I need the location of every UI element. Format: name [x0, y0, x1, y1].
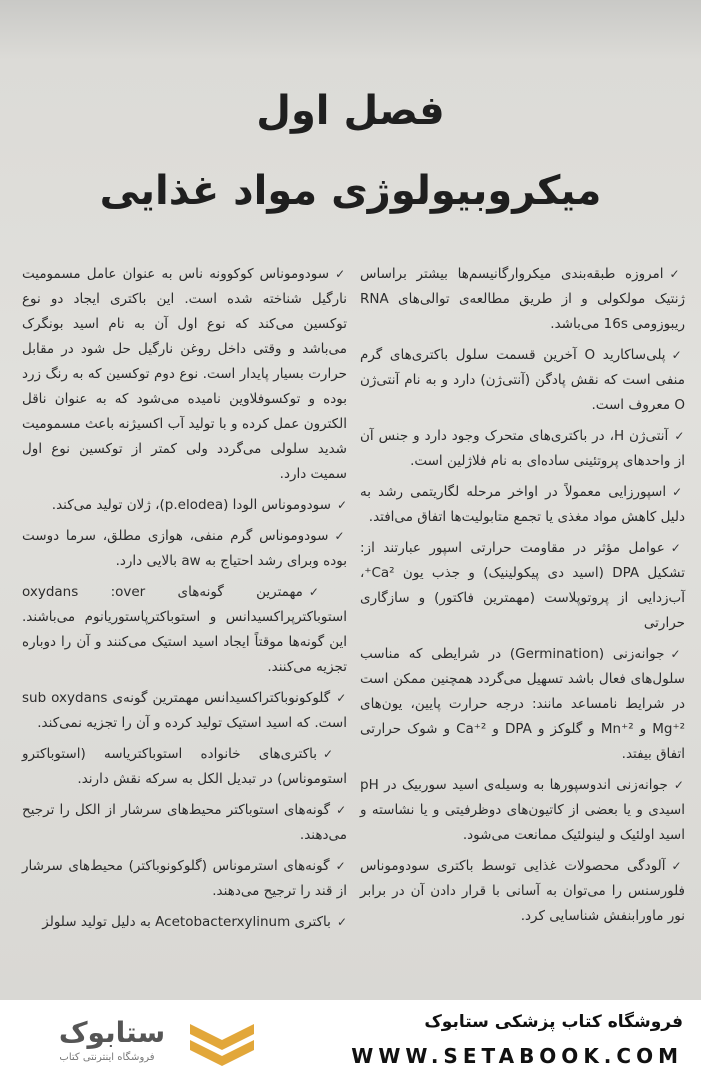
checkmark-icon: ✓: [336, 803, 347, 817]
checkmark-icon: ✓: [673, 778, 685, 792]
checkmark-icon: ✓: [672, 485, 685, 499]
logo-subtitle: فروشگاه اینترنتی کتاب: [59, 1052, 155, 1063]
checkmark-icon: ✓: [336, 498, 347, 512]
checkmark-icon: ✓: [334, 529, 347, 543]
logo-chevron-icon: [182, 1018, 262, 1068]
checkmark-icon: ✓: [336, 915, 347, 929]
list-item: ✓گلوکونوباکتراکسیدانس مهمترین گونه‌ی sub oxydans است. که اسید استیک تولید کرده و آن را تجزیه نمی‌کند.: [22, 690, 347, 731]
list-item: ✓جوانه‌زنی (Germination) در شرایطی که مناسب سلول‌های فعال باشد تسهیل می‌گردد همچنین ممکن است در شرایط نامساعد مانند: درجه حرارت پایین، یون‌های Mg⁺² و Mn⁺² و گلوکز و DPA و Ca⁺² و شوک حرارتی اتفاق بیفتد.: [360, 646, 686, 762]
list-item: ✓اسپورزایی معمولاً در اواخر مرحله لگاریتمی رشد به دلیل کاهش مواد مغذی یا تجمع متابولیت‌ها اتفاق می‌افتد.: [360, 484, 685, 525]
checkmark-icon: ✓: [335, 267, 347, 281]
list-item: ✓گونه‌های استرموناس (گلوکونوباکتر) محیط‌های سرشار از قند را ترجیح می‌دهند.: [22, 858, 347, 899]
checkmark-icon: ✓: [308, 585, 347, 599]
list-item: ✓سودوموناس گرم منفی، هوازی مطلق، سرما دوست بوده وبرای رشد احتیاج به aw بالایی دارد.: [22, 528, 347, 569]
checkmark-icon: ✓: [674, 429, 685, 443]
checkmark-icon: ✓: [669, 267, 685, 281]
list-item: ✓آلودگی محصولات غذایی توسط باکتری سودوموناس فلورسنس را می‌توان به آسانی با قرار دادن آن در برابر نور ماورابنفش شناسایی کرد.: [360, 858, 685, 924]
list-item: ✓سودوموناس الودا (p.elodea)، ژلان تولید می‌کند.: [51, 497, 347, 513]
checkmark-icon: ✓: [336, 691, 347, 705]
right-column: [360, 262, 685, 935]
list-item: ✓آنتی‌ژن H، در باکتری‌های متحرک وجود دارد و جنس آن از واحدهای پروتئینی ساده‌ای به نام فلاژلین است.: [360, 428, 685, 469]
list-item: ✓پلی‌ساکارید O آخرین قسمت سلول باکتری‌های گرم منفی است که نقش پادگن (آنتی‌ژن) دارد و به نام آنتی‌ژن O معروف است.: [360, 347, 686, 413]
logo-text: ستابوک: [58, 1016, 166, 1049]
checkmark-icon: ✓: [670, 541, 685, 555]
left-column: [22, 262, 347, 941]
setabook-logo[interactable]: [22, 1014, 272, 1070]
list-item: ✓جوانه‌زنی اندوسپورها به وسیله‌ی اسید سوربیک در pH اسیدی و یا بعضی از کاتیون‌های دوظرفیتی و یا نشاسته و اسید اولئیک و لینولئیک ممانعت می‌شود.: [360, 777, 685, 843]
list-item: ✓سودوموناس کوکوونه ناس به عنوان عامل مسمومیت نارگیل شناخته شده است. این باکتری ایجاد دو نوع توکسین می‌کند که نوع اول آن به نام اسید بونگرک می‌باشد و وقتی داخل روغن نارگیل حل شود در مقابل حرارت بسیار پایدار است. نوع دوم توکسین که به رنگ زرد بوده و توکسوفلاوین نامیده می‌شود که به عنوان ناقل الکترون عمل کرده و با تولید آب اکسیژنه باعث مسمومیت شدید سلولی می‌گردد ولی کمتر از توکسین نوع اول سمیت دارد.: [22, 266, 347, 482]
checkmark-icon: ✓: [335, 859, 347, 873]
checkmark-icon: ✓: [671, 348, 686, 362]
list-item: ✓امروزه طبقه‌بندی میکروارگانیسم‌ها بیشتر براساس ژنتیک مولکولی و از طریق مطالعه‌ی توالی‌های RNA ریبوزومی 16s می‌باشد.: [360, 266, 685, 332]
list-item: ✓باکتری Acetobacterxylinum به دلیل تولید سلولز: [42, 914, 347, 930]
list-item: ✓باکتری‌های خانواده استوباکتریاسه (استوباکترو استوموناس) در تبدیل الکل به سرکه نقش دارند.: [22, 746, 347, 787]
checkmark-icon: ✓: [671, 859, 685, 873]
list-item: ✓مهمترین گونه‌های oxydans :over استوباکترپراکسیدانس و استوباکترپاستوریانوم می‌باشند. این گونه‌ها موقتاً ایجاد اسید استیک می‌کنند و آن را دوباره تجزیه می‌کنند.: [22, 584, 347, 675]
list-item: ✓گونه‌های استوباکتر محیط‌های سرشار از الکل را ترجیح می‌دهند.: [22, 802, 347, 843]
store-name: فروشگاه کتاب پزشکی ستابوک: [424, 1012, 683, 1032]
chapter-subtitle: میکروبیولوژی مواد غذایی: [99, 168, 602, 214]
checkmark-icon: ✓: [670, 647, 685, 661]
checkmark-icon: ✓: [323, 747, 347, 761]
list-item: ✓عوامل مؤثر در مقاومت حرارتی اسپور عبارتند از: تشکیل DPA (اسید دی پیکولینیک) و جذب یون Ca²⁺، آب‌زدایی از پروتوپلاست (مهمترین فاکتور) و سازگاری حرارتی: [360, 540, 685, 631]
footer-banner: [0, 1000, 701, 1080]
store-url[interactable]: WWW.SETABOOK.COM: [351, 1044, 683, 1068]
chapter-title: فصل اول: [256, 88, 445, 134]
